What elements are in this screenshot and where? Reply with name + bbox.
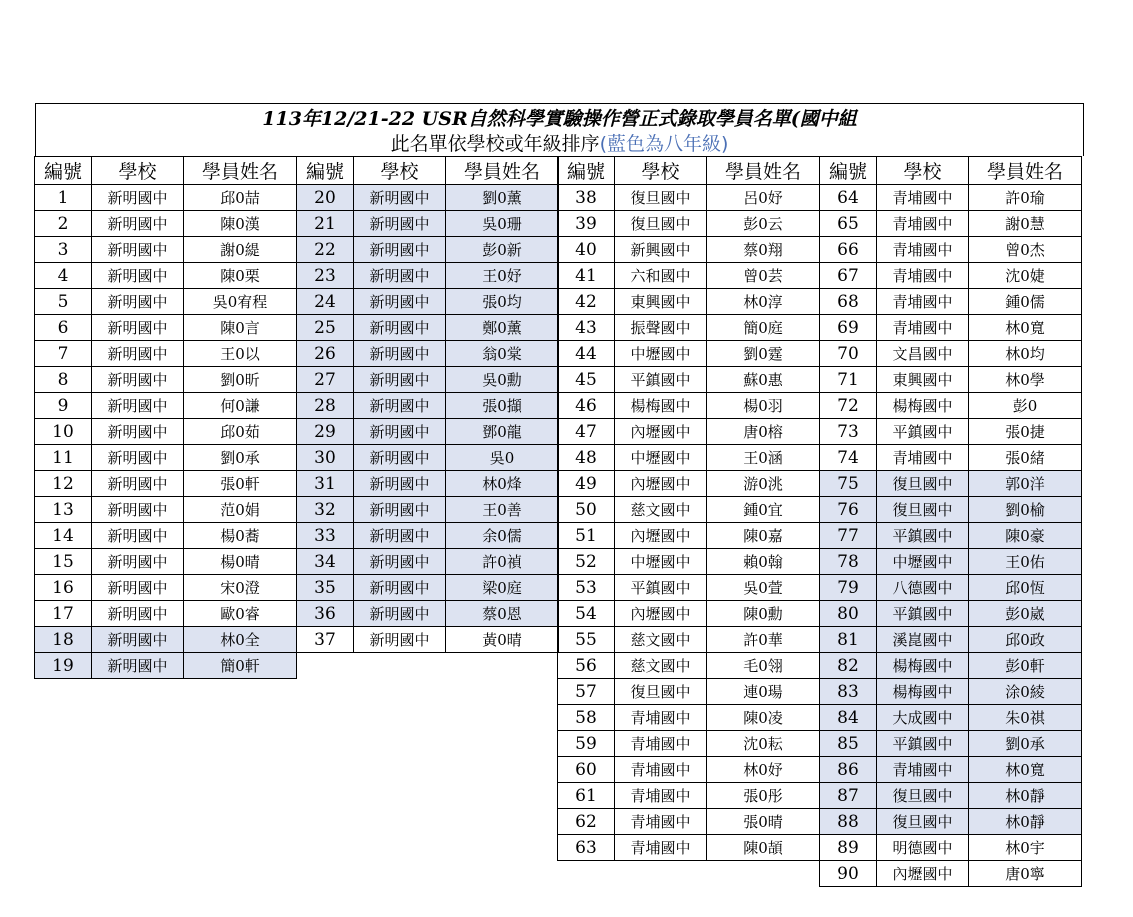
name-cell: 劉0承	[968, 730, 1082, 757]
no-cell: 70	[819, 340, 877, 367]
school-cell: 新明國中	[353, 366, 446, 393]
name-cell: 劉0霆	[706, 340, 820, 367]
no-cell: 42	[557, 288, 615, 315]
school-cell: 新明國中	[91, 392, 184, 419]
school-cell: 內壢國中	[614, 600, 707, 627]
no-cell: 87	[819, 782, 877, 809]
school-cell: 新明國中	[91, 470, 184, 497]
name-cell: 余0儒	[445, 522, 559, 549]
name-cell: 唐0寧	[968, 860, 1082, 887]
school-cell: 青埔國中	[876, 236, 969, 263]
school-cell: 中壢國中	[614, 444, 707, 471]
school-cell: 新明國中	[91, 600, 184, 627]
name-cell: 林0烽	[445, 470, 559, 497]
no-cell: 20	[296, 184, 354, 211]
title-block	[35, 103, 1084, 156]
no-cell: 67	[819, 262, 877, 289]
name-cell: 翁0棠	[445, 340, 559, 367]
name-cell: 梁0庭	[445, 574, 559, 601]
school-cell: 新明國中	[353, 392, 446, 419]
name-cell: 張0均	[445, 288, 559, 315]
school-cell: 新明國中	[353, 184, 446, 211]
name-cell: 游0洮	[706, 470, 820, 497]
school-cell: 青埔國中	[876, 288, 969, 315]
school-cell: 新明國中	[353, 574, 446, 601]
name-cell: 曾0芸	[706, 262, 820, 289]
no-cell: 3	[34, 236, 92, 263]
name-cell: 簡0軒	[183, 652, 297, 679]
no-cell: 8	[34, 366, 92, 393]
name-cell: 王0善	[445, 496, 559, 523]
no-cell: 19	[34, 652, 92, 679]
school-cell: 復旦國中	[614, 678, 707, 705]
no-cell: 36	[296, 600, 354, 627]
school-cell: 文昌國中	[876, 340, 969, 367]
no-cell: 89	[819, 834, 877, 861]
no-cell: 57	[557, 678, 615, 705]
school-cell: 青埔國中	[614, 730, 707, 757]
name-cell: 范0娟	[183, 496, 297, 523]
school-cell: 新明國中	[353, 496, 446, 523]
name-cell: 蔡0翔	[706, 236, 820, 263]
no-cell: 48	[557, 444, 615, 471]
no-cell: 24	[296, 288, 354, 315]
header-school-cell: 學校	[353, 156, 446, 185]
no-cell: 78	[819, 548, 877, 575]
name-cell: 楊0蕎	[183, 522, 297, 549]
school-cell: 楊梅國中	[614, 392, 707, 419]
school-cell: 青埔國中	[614, 756, 707, 783]
school-cell: 青埔國中	[614, 782, 707, 809]
no-cell: 5	[34, 288, 92, 315]
no-cell: 68	[819, 288, 877, 315]
no-cell: 12	[34, 470, 92, 497]
no-cell: 83	[819, 678, 877, 705]
no-cell: 9	[34, 392, 92, 419]
name-cell: 林0妤	[706, 756, 820, 783]
name-cell: 邱0政	[968, 626, 1082, 653]
no-cell: 60	[557, 756, 615, 783]
no-cell: 10	[34, 418, 92, 445]
name-cell: 林0宇	[968, 834, 1082, 861]
name-cell: 陳0言	[183, 314, 297, 341]
no-cell: 69	[819, 314, 877, 341]
name-cell: 沈0婕	[968, 262, 1082, 289]
school-cell: 新明國中	[91, 574, 184, 601]
no-cell: 84	[819, 704, 877, 731]
no-cell: 17	[34, 600, 92, 627]
school-cell: 八德國中	[876, 574, 969, 601]
school-cell: 新明國中	[91, 184, 184, 211]
name-cell: 張0彤	[706, 782, 820, 809]
no-cell: 26	[296, 340, 354, 367]
no-cell: 72	[819, 392, 877, 419]
school-cell: 內壢國中	[614, 470, 707, 497]
school-cell: 中壢國中	[614, 340, 707, 367]
name-cell: 彭0新	[445, 236, 559, 263]
no-cell: 50	[557, 496, 615, 523]
no-cell: 4	[34, 262, 92, 289]
document-title: 113年12/21-22 USR自然科學實驗操作營正式錄取學員名單(國中組	[262, 108, 857, 130]
no-cell: 45	[557, 366, 615, 393]
school-cell: 新明國中	[353, 626, 446, 653]
name-cell: 張0擷	[445, 392, 559, 419]
school-cell: 青埔國中	[876, 314, 969, 341]
school-cell: 中壢國中	[614, 548, 707, 575]
school-cell: 新明國中	[91, 496, 184, 523]
header-name-cell: 學員姓名	[183, 156, 297, 185]
no-cell: 46	[557, 392, 615, 419]
school-cell: 新明國中	[353, 600, 446, 627]
school-cell: 新明國中	[91, 652, 184, 679]
no-cell: 80	[819, 600, 877, 627]
school-cell: 新明國中	[353, 418, 446, 445]
school-cell: 明德國中	[876, 834, 969, 861]
name-cell: 陳0豪	[968, 522, 1082, 549]
no-cell: 81	[819, 626, 877, 653]
no-cell: 90	[819, 860, 877, 887]
no-cell: 73	[819, 418, 877, 445]
school-cell: 楊梅國中	[876, 392, 969, 419]
school-cell: 慈文國中	[614, 652, 707, 679]
header-no-cell: 編號	[296, 156, 354, 185]
school-cell: 六和國中	[614, 262, 707, 289]
school-cell: 新明國中	[91, 444, 184, 471]
no-cell: 51	[557, 522, 615, 549]
name-cell: 曾0杰	[968, 236, 1082, 263]
name-cell: 陳0勳	[706, 600, 820, 627]
school-cell: 平鎮國中	[876, 600, 969, 627]
no-cell: 23	[296, 262, 354, 289]
school-cell: 大成國中	[876, 704, 969, 731]
name-cell: 簡0庭	[706, 314, 820, 341]
name-cell: 朱0祺	[968, 704, 1082, 731]
school-cell: 新明國中	[91, 210, 184, 237]
no-cell: 71	[819, 366, 877, 393]
no-cell: 49	[557, 470, 615, 497]
name-cell: 郭0洋	[968, 470, 1082, 497]
header-school-cell: 學校	[91, 156, 184, 185]
no-cell: 34	[296, 548, 354, 575]
school-cell: 平鎮國中	[614, 574, 707, 601]
school-cell: 慈文國中	[614, 626, 707, 653]
name-cell: 歐0睿	[183, 600, 297, 627]
school-cell: 內壢國中	[614, 418, 707, 445]
school-cell: 復旦國中	[876, 782, 969, 809]
name-cell: 吳0	[445, 444, 559, 471]
no-cell: 13	[34, 496, 92, 523]
name-cell: 張0捷	[968, 418, 1082, 445]
school-cell: 新明國中	[353, 470, 446, 497]
no-cell: 35	[296, 574, 354, 601]
document-subtitle	[36, 131, 1083, 157]
no-cell: 37	[296, 626, 354, 653]
no-cell: 79	[819, 574, 877, 601]
name-cell: 張0晴	[706, 808, 820, 835]
name-cell: 沈0耘	[706, 730, 820, 757]
name-cell: 林0靜	[968, 782, 1082, 809]
school-cell: 新明國中	[353, 444, 446, 471]
name-cell: 楊0羽	[706, 392, 820, 419]
header-no-cell: 編號	[557, 156, 615, 185]
no-cell: 11	[34, 444, 92, 471]
name-cell: 黃0晴	[445, 626, 559, 653]
school-cell: 新興國中	[614, 236, 707, 263]
header-name-cell: 學員姓名	[706, 156, 820, 185]
no-cell: 21	[296, 210, 354, 237]
name-cell: 連0瑒	[706, 678, 820, 705]
name-cell: 林0寬	[968, 314, 1082, 341]
no-cell: 85	[819, 730, 877, 757]
name-cell: 吳0勳	[445, 366, 559, 393]
name-cell: 鄧0龍	[445, 418, 559, 445]
school-cell: 新明國中	[91, 418, 184, 445]
name-cell: 唐0榕	[706, 418, 820, 445]
school-cell: 新明國中	[353, 262, 446, 289]
name-cell: 王0以	[183, 340, 297, 367]
school-cell: 中壢國中	[876, 548, 969, 575]
header-no-cell: 編號	[819, 156, 877, 185]
school-cell: 平鎮國中	[876, 522, 969, 549]
no-cell: 15	[34, 548, 92, 575]
school-cell: 新明國中	[91, 340, 184, 367]
school-cell: 新明國中	[91, 314, 184, 341]
name-cell: 鄭0薰	[445, 314, 559, 341]
subtitle-text: 此名單依學校或年級排序	[390, 133, 600, 155]
no-cell: 41	[557, 262, 615, 289]
school-cell: 新明國中	[353, 340, 446, 367]
school-cell: 青埔國中	[876, 262, 969, 289]
name-cell: 彭0云	[706, 210, 820, 237]
school-cell: 溪崑國中	[876, 626, 969, 653]
name-cell: 吳0萱	[706, 574, 820, 601]
header-name-cell: 學員姓名	[968, 156, 1082, 185]
name-cell: 謝0慧	[968, 210, 1082, 237]
name-cell: 楊0晴	[183, 548, 297, 575]
no-cell: 43	[557, 314, 615, 341]
name-cell: 王0涵	[706, 444, 820, 471]
name-cell: 彭0軒	[968, 652, 1082, 679]
school-cell: 新明國中	[353, 314, 446, 341]
name-cell: 毛0翎	[706, 652, 820, 679]
school-cell: 新明國中	[353, 288, 446, 315]
school-cell: 新明國中	[91, 262, 184, 289]
name-cell: 宋0澄	[183, 574, 297, 601]
school-cell: 新明國中	[91, 366, 184, 393]
no-cell: 74	[819, 444, 877, 471]
name-cell: 邱0恆	[968, 574, 1082, 601]
no-cell: 59	[557, 730, 615, 757]
no-cell: 6	[34, 314, 92, 341]
no-cell: 29	[296, 418, 354, 445]
subtitle-note: (藍色為八年級)	[599, 133, 729, 155]
name-cell: 陳0凌	[706, 704, 820, 731]
school-cell: 復旦國中	[876, 808, 969, 835]
no-cell: 54	[557, 600, 615, 627]
no-cell: 22	[296, 236, 354, 263]
name-cell: 吳0珊	[445, 210, 559, 237]
school-cell: 復旦國中	[614, 184, 707, 211]
no-cell: 27	[296, 366, 354, 393]
school-cell: 新明國中	[91, 522, 184, 549]
name-cell: 蘇0惠	[706, 366, 820, 393]
no-cell: 63	[557, 834, 615, 861]
school-cell: 平鎮國中	[614, 366, 707, 393]
no-cell: 66	[819, 236, 877, 263]
school-cell: 新明國中	[91, 288, 184, 315]
school-cell: 平鎮國中	[876, 730, 969, 757]
no-cell: 82	[819, 652, 877, 679]
name-cell: 許0瑜	[968, 184, 1082, 211]
name-cell: 王0妤	[445, 262, 559, 289]
school-cell: 楊梅國中	[876, 678, 969, 705]
no-cell: 32	[296, 496, 354, 523]
name-cell: 陳0栗	[183, 262, 297, 289]
no-cell: 56	[557, 652, 615, 679]
name-cell: 劉0昕	[183, 366, 297, 393]
name-cell: 陳0嘉	[706, 522, 820, 549]
school-cell: 東興國中	[614, 288, 707, 315]
school-cell: 新明國中	[91, 626, 184, 653]
no-cell: 39	[557, 210, 615, 237]
no-cell: 88	[819, 808, 877, 835]
name-cell: 劉0薰	[445, 184, 559, 211]
school-cell: 楊梅國中	[876, 652, 969, 679]
name-cell: 陳0漢	[183, 210, 297, 237]
no-cell: 25	[296, 314, 354, 341]
name-cell: 涂0綾	[968, 678, 1082, 705]
name-cell: 張0軒	[183, 470, 297, 497]
school-cell: 新明國中	[353, 210, 446, 237]
school-cell: 新明國中	[91, 236, 184, 263]
name-cell: 呂0妤	[706, 184, 820, 211]
name-cell: 張0緒	[968, 444, 1082, 471]
no-cell: 53	[557, 574, 615, 601]
no-cell: 7	[34, 340, 92, 367]
no-cell: 30	[296, 444, 354, 471]
school-cell: 內壢國中	[614, 522, 707, 549]
name-cell: 邱0喆	[183, 184, 297, 211]
name-cell: 許0禎	[445, 548, 559, 575]
name-cell: 賴0翰	[706, 548, 820, 575]
name-cell: 林0均	[968, 340, 1082, 367]
school-cell: 青埔國中	[614, 834, 707, 861]
no-cell: 16	[34, 574, 92, 601]
name-cell: 林0靜	[968, 808, 1082, 835]
school-cell: 平鎮國中	[876, 418, 969, 445]
school-cell: 復旦國中	[876, 496, 969, 523]
school-cell: 新明國中	[353, 548, 446, 575]
school-cell: 青埔國中	[876, 184, 969, 211]
name-cell: 何0謙	[183, 392, 297, 419]
school-cell: 新明國中	[91, 548, 184, 575]
name-cell: 許0華	[706, 626, 820, 653]
school-cell: 青埔國中	[876, 444, 969, 471]
no-cell: 58	[557, 704, 615, 731]
no-cell: 86	[819, 756, 877, 783]
no-cell: 76	[819, 496, 877, 523]
name-cell: 鍾0儒	[968, 288, 1082, 315]
no-cell: 52	[557, 548, 615, 575]
name-cell: 林0學	[968, 366, 1082, 393]
header-no-cell: 編號	[34, 156, 92, 185]
name-cell: 王0佑	[968, 548, 1082, 575]
school-cell: 復旦國中	[614, 210, 707, 237]
name-cell: 蔡0恩	[445, 600, 559, 627]
no-cell: 31	[296, 470, 354, 497]
name-cell: 劉0榆	[968, 496, 1082, 523]
name-cell: 彭0	[968, 392, 1082, 419]
name-cell: 鍾0宜	[706, 496, 820, 523]
no-cell: 62	[557, 808, 615, 835]
name-cell: 林0淳	[706, 288, 820, 315]
school-cell: 青埔國中	[614, 704, 707, 731]
name-cell: 林0寬	[968, 756, 1082, 783]
school-cell: 復旦國中	[876, 470, 969, 497]
name-cell: 林0全	[183, 626, 297, 653]
name-cell: 劉0承	[183, 444, 297, 471]
no-cell: 47	[557, 418, 615, 445]
no-cell: 1	[34, 184, 92, 211]
school-cell: 振聲國中	[614, 314, 707, 341]
school-cell: 慈文國中	[614, 496, 707, 523]
no-cell: 18	[34, 626, 92, 653]
no-cell: 77	[819, 522, 877, 549]
school-cell: 青埔國中	[876, 756, 969, 783]
name-cell: 彭0崴	[968, 600, 1082, 627]
name-cell: 吳0宥程	[183, 288, 297, 315]
no-cell: 75	[819, 470, 877, 497]
no-cell: 61	[557, 782, 615, 809]
school-cell: 新明國中	[353, 522, 446, 549]
no-cell: 28	[296, 392, 354, 419]
school-cell: 內壢國中	[876, 860, 969, 887]
school-cell: 青埔國中	[876, 210, 969, 237]
header-school-cell: 學校	[614, 156, 707, 185]
no-cell: 33	[296, 522, 354, 549]
no-cell: 38	[557, 184, 615, 211]
header-name-cell: 學員姓名	[445, 156, 559, 185]
no-cell: 14	[34, 522, 92, 549]
no-cell: 64	[819, 184, 877, 211]
school-cell: 東興國中	[876, 366, 969, 393]
name-cell: 陳0頡	[706, 834, 820, 861]
no-cell: 40	[557, 236, 615, 263]
name-cell: 謝0緹	[183, 236, 297, 263]
no-cell: 2	[34, 210, 92, 237]
no-cell: 65	[819, 210, 877, 237]
name-cell: 邱0茹	[183, 418, 297, 445]
school-cell: 青埔國中	[614, 808, 707, 835]
header-school-cell: 學校	[876, 156, 969, 185]
no-cell: 55	[557, 626, 615, 653]
no-cell: 44	[557, 340, 615, 367]
school-cell: 新明國中	[353, 236, 446, 263]
